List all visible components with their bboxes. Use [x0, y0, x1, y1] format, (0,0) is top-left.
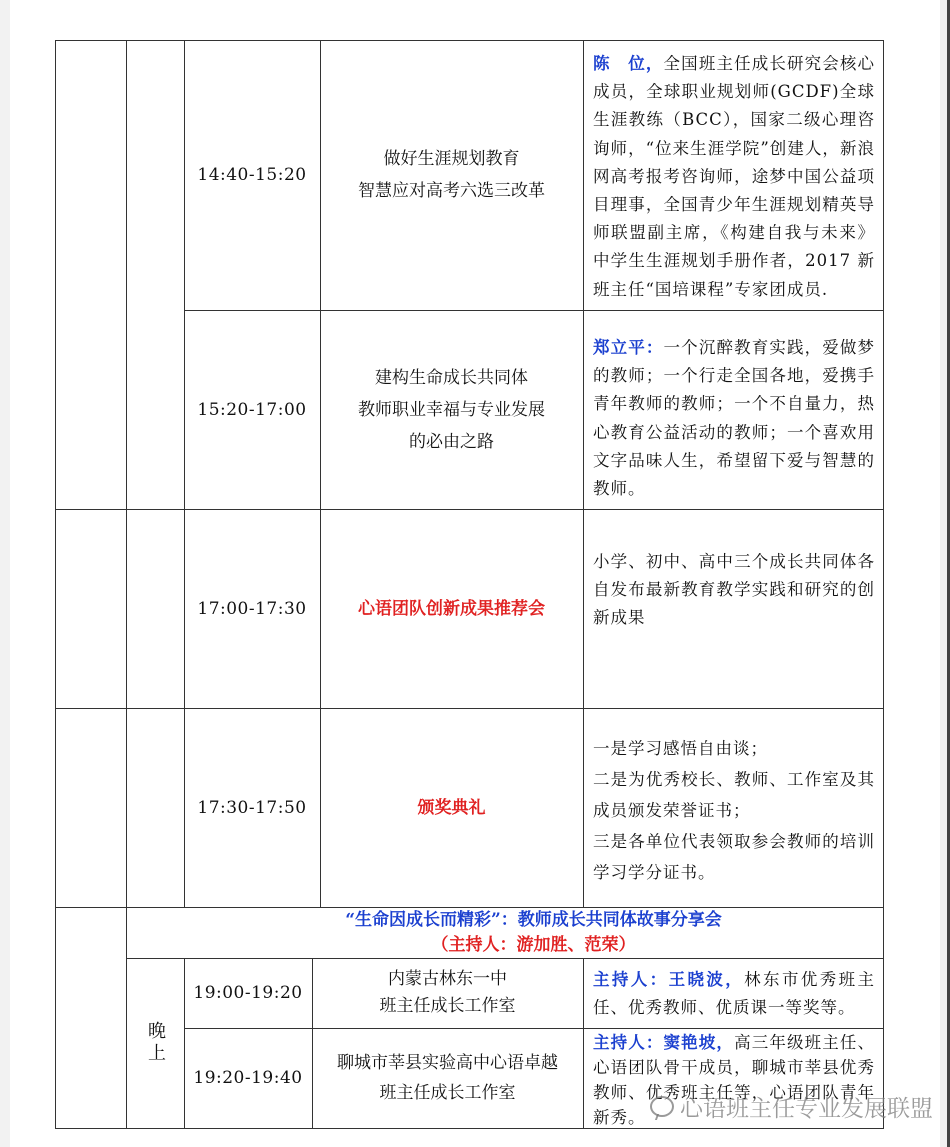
session-topic [320, 310, 583, 509]
host-name: 主持人：王晓波， [593, 970, 745, 989]
session-time: 19:20-19:40 [193, 1068, 303, 1088]
speaker-bio-text: 一个沉醉教育实践，爱做梦的教师；一个行走全国各地，爱携手青年教师的教师；一个不自量力，热心教育公益活动的教师；一个喜欢用文字品味人生，希望留下爱与智慧的教师。 [593, 338, 876, 499]
description-text: 小学、初中、高中三个成长共同体各自发布最新教育教学实践和研究的创新成果 [593, 552, 875, 628]
watermark [650, 1088, 940, 1124]
host-info-text: 林东市优秀班主任、优秀教师、优质课一等奖等。 [593, 970, 876, 1018]
banner-hosts: （主持人：游加胜、范荣） [431, 935, 636, 955]
chat-bubble-icon [650, 1096, 674, 1117]
host-info [583, 966, 883, 1022]
unit-line: 聊城市莘县实验高中心语卓越 [337, 1053, 558, 1073]
session-description [583, 733, 883, 888]
topic-line: 教师职业幸福与专业发展 [358, 399, 545, 420]
session-time: 15:20-17:00 [197, 399, 307, 420]
unit-line: 内蒙古林东一中 [388, 969, 507, 989]
session-topic: 颁奖典礼 [417, 797, 486, 818]
topic-line: 的必由之路 [409, 431, 494, 452]
host-name: 主持人：窦艳坡， [593, 1033, 735, 1052]
list-item: 三是各单位代表领取参会教师的培训学习学分证书。 [593, 832, 875, 882]
unit-line: 班主任成长工作室 [379, 996, 516, 1016]
topic-line: 做好生涯规划教育 [383, 149, 520, 169]
session-description [583, 548, 883, 633]
schedule-page [10, 0, 940, 1147]
watermark-text: 心语班主任专业发展联盟 [680, 1095, 933, 1122]
session-time: 17:00-17:30 [197, 598, 307, 619]
session-time: 17:30-17:50 [197, 797, 307, 818]
speaker-bio [583, 334, 883, 503]
speaker-name: 郑立平： [593, 338, 664, 357]
unit-line: 班主任成长工作室 [379, 1083, 516, 1103]
topic-line: 智慧应对高考六选三改革 [358, 181, 545, 201]
session-topic [320, 40, 583, 310]
speaker-bio [583, 50, 883, 304]
session-unit [312, 1028, 583, 1128]
session-unit [312, 958, 583, 1028]
banner-title: “生命因成长而精彩”：教师成长共同体故事分享会 [345, 910, 722, 930]
list-item: 一是学习感悟自由谈； [593, 739, 768, 758]
session-time: 14:40-15:20 [197, 165, 307, 185]
host-info-text: 高三年级班主任、心语团队骨干成员，聊城市莘县优秀教师、优秀班主任等，心语团队青年新秀。 [593, 1033, 876, 1127]
session-time: 19:00-19:20 [193, 983, 303, 1003]
period-label: 晚上 [145, 1021, 166, 1065]
list-item: 二是为优秀校长、教师、工作室及其成员颁发荣誉证书； [593, 770, 875, 820]
speaker-name: 陈 位， [593, 54, 664, 73]
speaker-bio-text: 全国班主任成长研究会核心成员，全球职业规划师(GCDF)全球生涯教练（BCC），国家二级心理咨询师，“位来生涯学院”创建人，新浪网高考报考咨询师，途梦中国公益项目理事，全国青少年生涯规划精英导师联盟副主席，《构建自我与未来》中学生生涯规划手册作者，2017 新班主任“国培课程”专家团成员. [593, 54, 876, 299]
session-topic: 心语团队创新成果推荐会 [358, 598, 545, 619]
topic-line: 建构生命成长共同体 [375, 367, 528, 388]
evening-banner [184, 908, 883, 958]
